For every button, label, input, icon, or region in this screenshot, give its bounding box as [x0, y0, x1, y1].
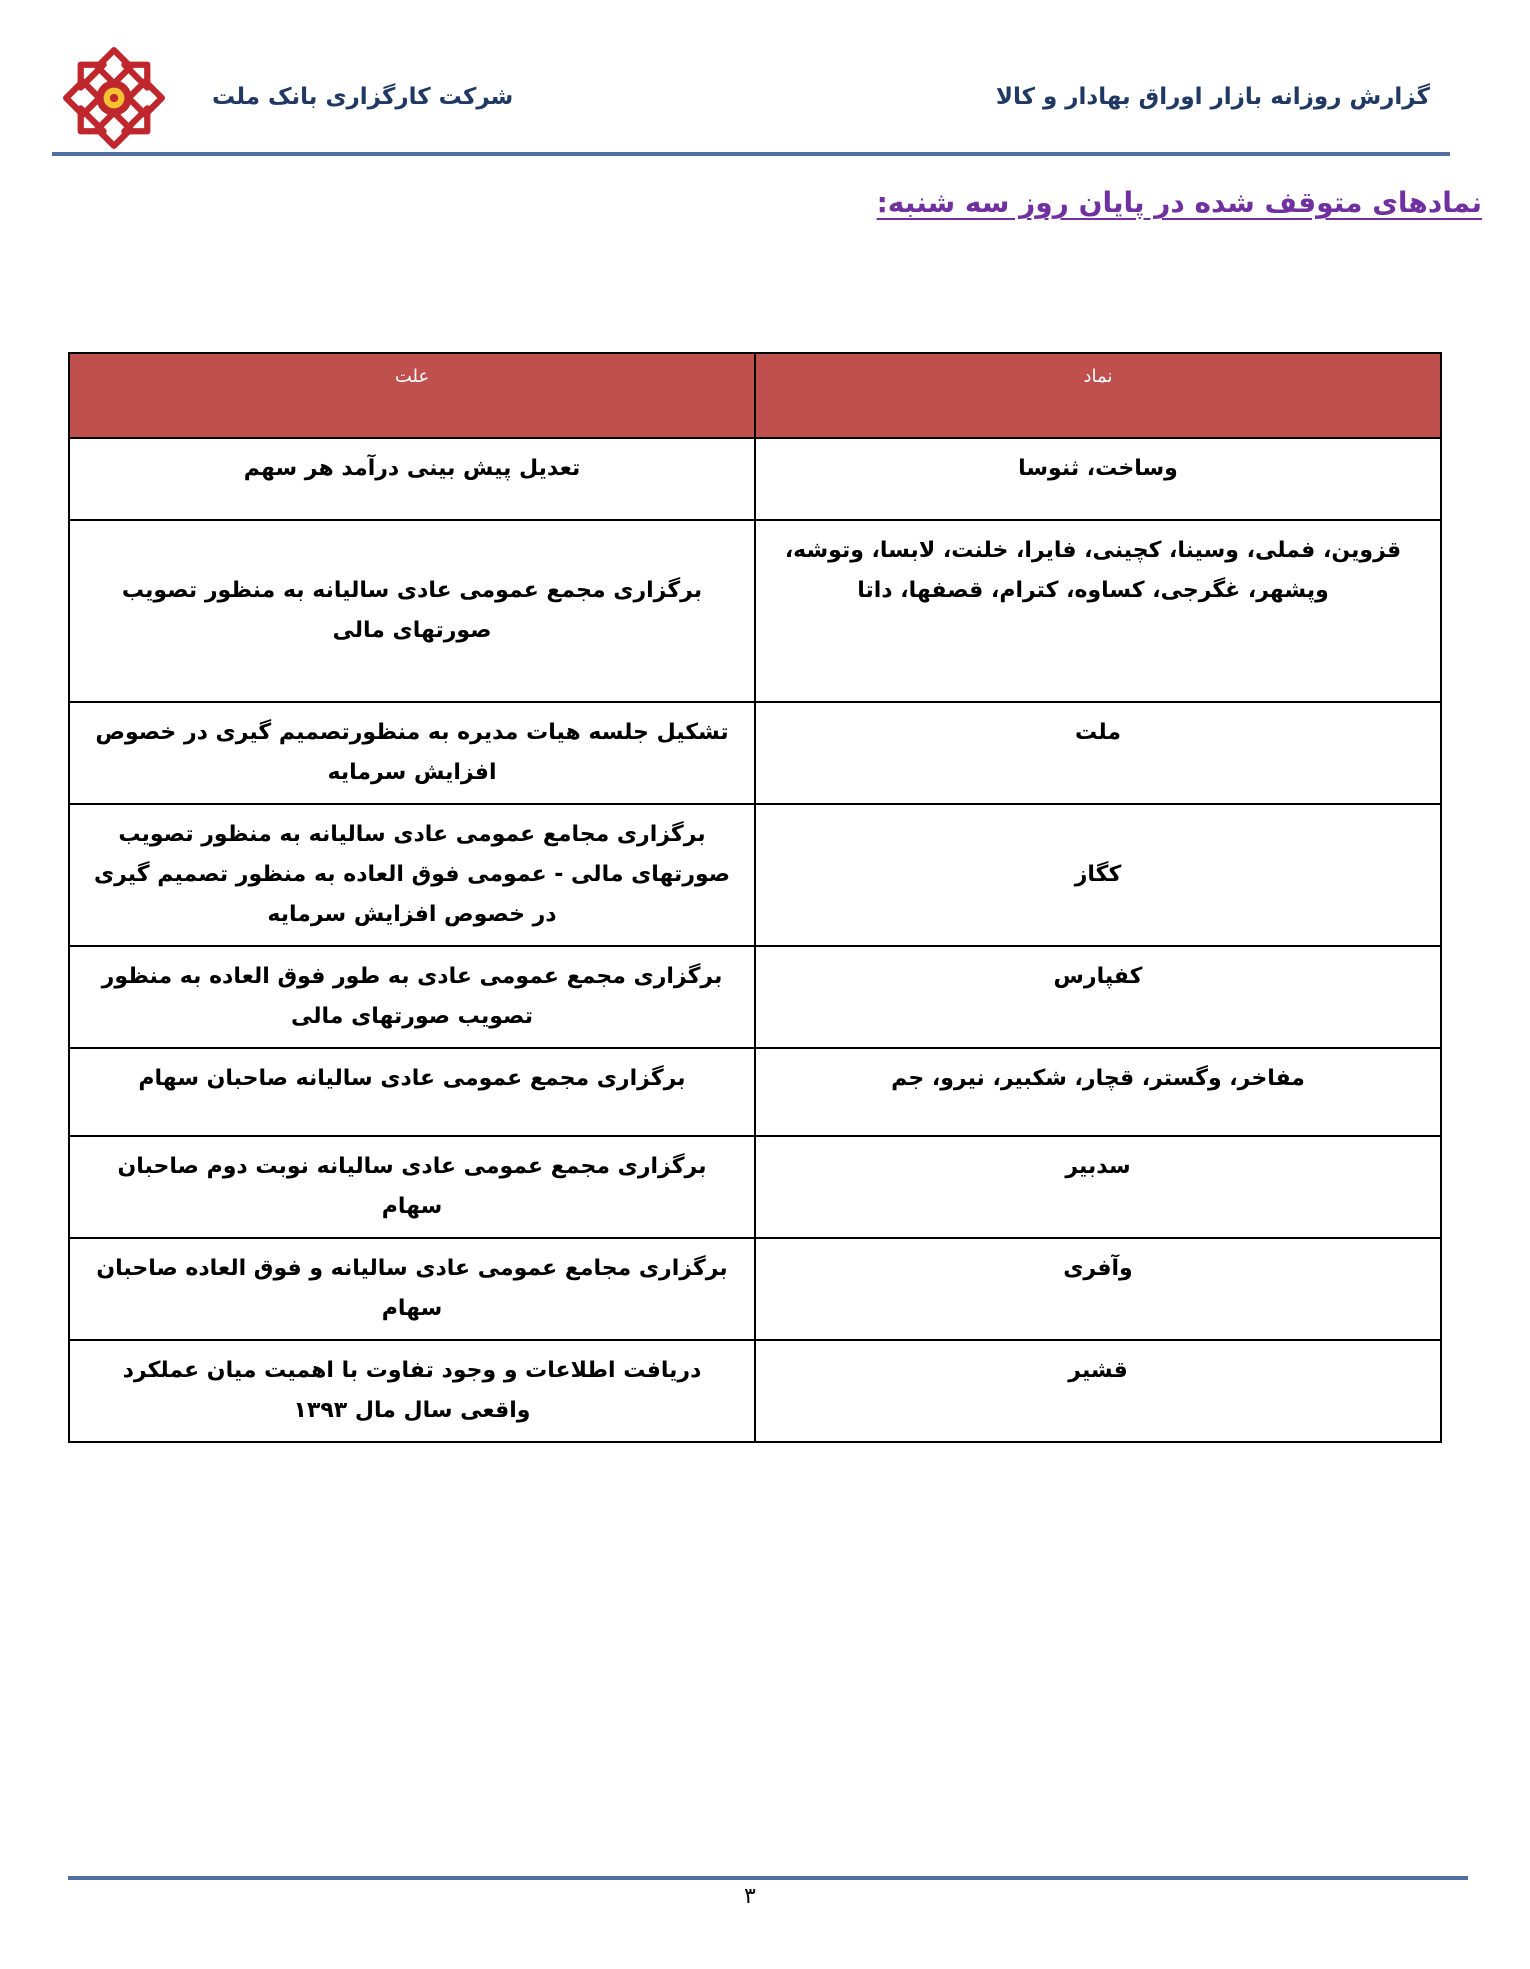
reason-cell: تشکیل جلسه هیات مدیره به منظورتصمیم گیری در خصوص افزایش سرمایه: [69, 702, 755, 804]
table-row: [69, 438, 1441, 520]
reason-cell: برگزاری مجمع عمومی عادی به طور فوق العاده به منظور تصویب صورتهای مالی: [69, 946, 755, 1048]
table-row: [69, 1136, 1441, 1238]
symbol-cell: ملت: [755, 702, 1441, 804]
symbol-cell: قزوین، فملی، وسینا، کچینی، فایرا، خلنت، لابسا، وتوشه، وپشهر، غگرجی، کساوه، کترام، قصفها، داتا: [755, 520, 1441, 702]
footer-divider: [68, 1876, 1468, 1880]
company-name: شرکت کارگزاری بانک ملت: [212, 84, 514, 110]
symbol-cell: مفاخر، وگستر، قچار، شکبیر، نیرو، جم: [755, 1048, 1441, 1136]
reason-cell: برگزاری مجمع عمومی عادی سالیانه نوبت دوم صاحبان سهام: [69, 1136, 755, 1238]
symbol-cell: کفپارس: [755, 946, 1441, 1048]
symbol-cell: کگاز: [755, 804, 1441, 946]
table-row: [69, 804, 1441, 946]
table-row: [69, 1238, 1441, 1340]
reason-cell: برگزاری مجامع عمومی عادی سالیانه و فوق العاده صاحبان سهام: [69, 1238, 755, 1340]
table-row: [69, 1048, 1441, 1136]
column-header-reason: علت: [69, 353, 755, 438]
symbol-cell: سدبیر: [755, 1136, 1441, 1238]
symbol-cell: وآفری: [755, 1238, 1441, 1340]
table-row: [69, 946, 1441, 1048]
table-row: [69, 702, 1441, 804]
reason-cell: برگزاری مجمع عمومی عادی سالیانه صاحبان سهام: [69, 1048, 755, 1136]
section-heading: نمادهای متوقف شده در پایان روز سه شنبه:: [876, 186, 1482, 219]
reason-cell: برگزاری مجامع عمومی عادی سالیانه به منظور تصویب صورتهای مالی - عمومی فوق العاده به منظور تصمیم گیری در خصوص افزایش سرمایه: [69, 804, 755, 946]
table-row: [69, 520, 1441, 702]
header-divider: [52, 152, 1450, 156]
symbol-cell: وساخت، ثنوسا: [755, 438, 1441, 520]
report-title: گزارش روزانه بازار اوراق بهادار و کالا: [995, 84, 1430, 110]
table-row: [69, 1340, 1441, 1442]
halted-symbols-table: [68, 352, 1442, 1443]
reason-cell: برگزاری مجمع عمومی عادی سالیانه به منظور تصویب صورتهای مالی: [69, 520, 755, 702]
mellat-bank-logo-icon: [62, 46, 166, 150]
table-header-row: [69, 353, 1441, 438]
column-header-symbol: نماد: [755, 353, 1441, 438]
reason-cell: دریافت اطلاعات و وجود تفاوت با اهمیت میان عملکرد واقعی سال مال ۱۳۹۳: [69, 1340, 755, 1442]
symbol-cell: قشیر: [755, 1340, 1441, 1442]
reason-cell: تعدیل پیش بینی درآمد هر سهم: [69, 438, 755, 520]
page-number: ۳: [744, 1884, 756, 1909]
